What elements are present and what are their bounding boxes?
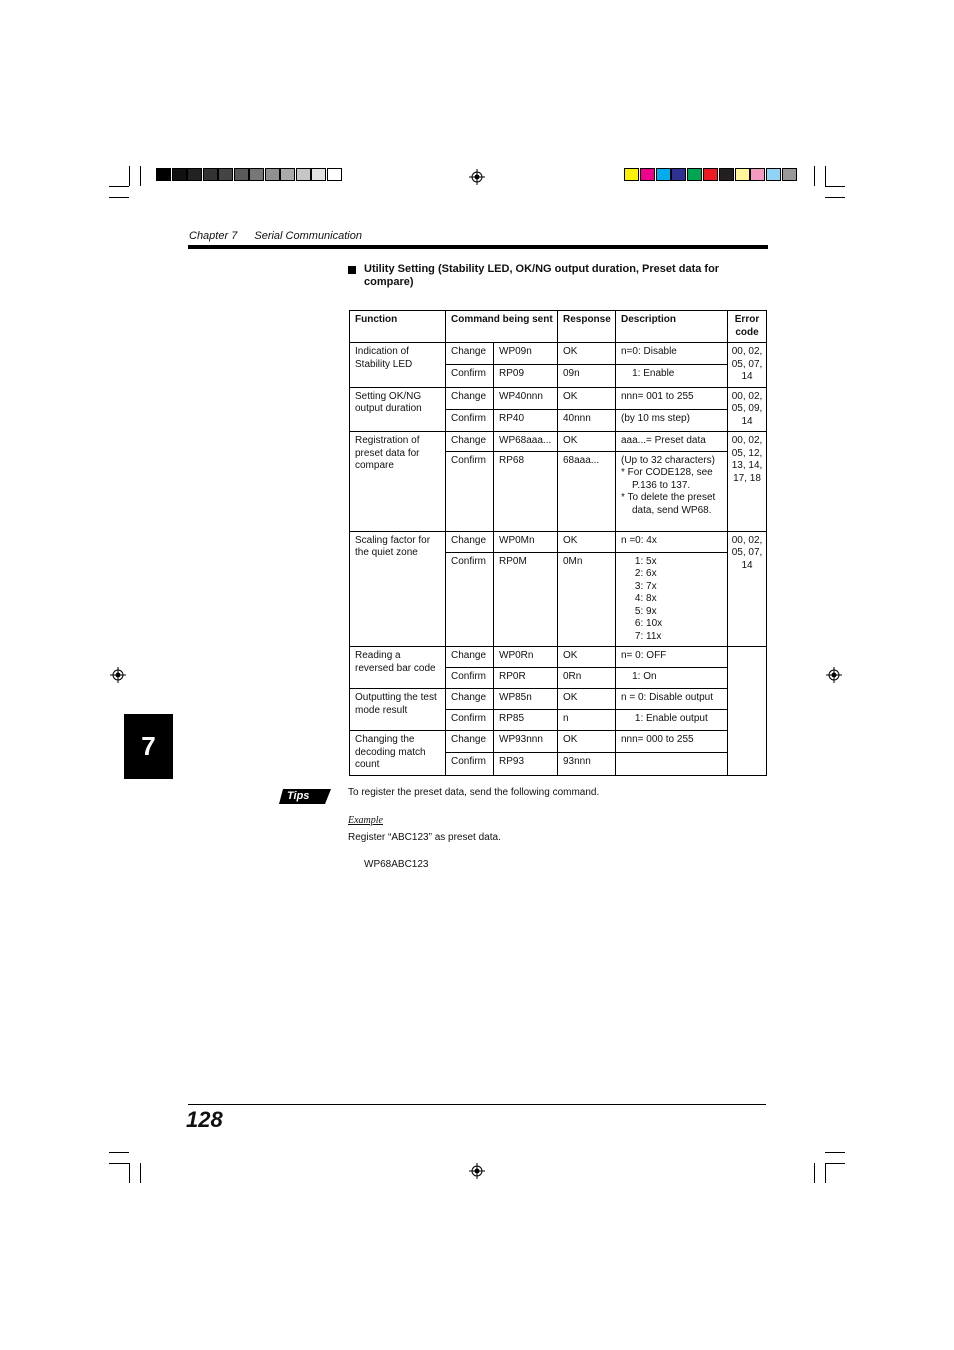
command-cell: RP0R [494, 668, 558, 689]
color-swatch [719, 168, 734, 181]
crop-mark [825, 1152, 845, 1153]
crop-mark [129, 166, 130, 186]
error-code-cell: 00, 02, 05, 12, 13, 14, 17, 18 [728, 432, 767, 532]
column-header-error-code: Error code [728, 311, 767, 343]
description-line: 2: 6x [621, 568, 657, 579]
response-cell: OK [558, 343, 616, 365]
crop-mark [140, 1163, 141, 1183]
error-code-cell [728, 647, 767, 776]
command-cell: RP0M [494, 552, 558, 647]
description-note: * To delete the preset data, send WP68. [621, 492, 716, 516]
example-text: Register “ABC123” as preset data. [348, 832, 501, 843]
table-row [350, 689, 767, 710]
table-row [350, 731, 767, 753]
description-cell [616, 731, 728, 753]
crop-mark [109, 1152, 129, 1153]
crop-mark [109, 186, 129, 187]
column-header-command: Command being sent [446, 311, 558, 343]
description-cell [616, 689, 728, 710]
response-cell: OK [558, 432, 616, 452]
crop-mark [109, 197, 129, 198]
response-cell: 40nnn [558, 409, 616, 431]
response-cell: OK [558, 531, 616, 552]
color-swatch [640, 168, 655, 181]
response-cell: OK [558, 731, 616, 753]
function-cell: Indication of Stability LED [350, 343, 446, 388]
description-line: 1: 5x [621, 555, 657, 567]
function-cell: Outputting the test mode result [350, 689, 446, 731]
command-cell: RP85 [494, 710, 558, 731]
description-note: * For CODE128, see P.136 to 137. [621, 467, 713, 491]
registration-mark-icon [110, 667, 126, 683]
column-header-response: Response [558, 311, 616, 343]
color-swatch [703, 168, 718, 181]
color-swatch [327, 168, 342, 181]
description-cell [616, 365, 728, 387]
color-swatch [265, 168, 280, 181]
description-line: 7: 11x [621, 630, 662, 642]
command-type-cell: Change [446, 531, 494, 552]
function-cell: Reading a reversed bar code [350, 647, 446, 689]
color-swatch [280, 168, 295, 181]
color-swatch [656, 168, 671, 181]
response-cell: 93nnn [558, 753, 616, 775]
response-cell: 09n [558, 365, 616, 387]
table-row [350, 647, 767, 668]
crop-mark [825, 186, 845, 187]
description-line: nnn= 001 to 255 [621, 390, 694, 402]
crop-mark [825, 197, 845, 198]
description-line: 1: Enable [621, 368, 675, 380]
description-cell [616, 387, 728, 409]
function-cell: Scaling factor for the quiet zone [350, 531, 446, 647]
crop-mark [825, 166, 826, 186]
function-cell: Registration of preset data for compare [350, 432, 446, 532]
description-line: 3: 7x [621, 580, 657, 592]
color-swatch [296, 168, 311, 181]
color-swatch [782, 168, 797, 181]
command-cell: RP93 [494, 753, 558, 775]
description-line: nnn= 000 to 255 [621, 734, 694, 745]
color-swatch [311, 168, 326, 181]
example-label: Example [348, 815, 383, 826]
crop-mark [814, 166, 815, 186]
response-cell: 0Mn [558, 552, 616, 647]
command-type-cell: Change [446, 432, 494, 452]
command-type-cell: Confirm [446, 710, 494, 731]
description-line: (by 10 ms step) [621, 412, 690, 424]
table-row [350, 432, 767, 452]
command-cell: WP85n [494, 689, 558, 710]
color-swatch [234, 168, 249, 181]
command-type-cell: Confirm [446, 753, 494, 775]
crop-mark [825, 1163, 826, 1183]
crop-mark [129, 1163, 130, 1183]
command-type-cell: Change [446, 387, 494, 409]
command-cell: RP09 [494, 365, 558, 387]
command-cell: WP09n [494, 343, 558, 365]
table-row [350, 387, 767, 409]
command-cell: WP40nnn [494, 387, 558, 409]
command-type-cell: Confirm [446, 451, 494, 531]
function-cell: Changing the decoding match count [350, 731, 446, 776]
color-swatch [750, 168, 765, 181]
error-code-cell: 00, 02, 05, 07, 14 [728, 343, 767, 388]
description-line: n =0: 4x [621, 534, 657, 546]
error-code-cell: 00, 02, 05, 07, 14 [728, 531, 767, 647]
color-swatch [203, 168, 218, 181]
color-swatch [624, 168, 639, 181]
color-swatch [187, 168, 202, 181]
table-row [350, 343, 767, 365]
description-line: n=0: Disable [621, 346, 677, 357]
square-bullet-icon [348, 266, 356, 274]
command-type-cell: Confirm [446, 409, 494, 431]
description-cell [616, 409, 728, 431]
description-cell [616, 710, 728, 731]
command-type-cell: Confirm [446, 668, 494, 689]
description-cell [616, 668, 728, 689]
description-line: 5: 9x [621, 605, 657, 617]
tips-text: To register the preset data, send the following command. [348, 787, 600, 798]
response-cell: OK [558, 647, 616, 668]
footer-rule [188, 1104, 766, 1105]
command-cell: RP68 [494, 451, 558, 531]
description-cell [616, 432, 728, 452]
tips-label: Tips [287, 790, 310, 802]
section-heading-text: Utility Setting (Stability LED, OK/NG output duration, Preset data for compare) [364, 263, 720, 288]
command-type-cell: Change [446, 731, 494, 753]
command-table [349, 310, 767, 776]
response-cell: OK [558, 387, 616, 409]
page-number: 128 [186, 1107, 223, 1132]
column-header-function: Function [350, 311, 446, 343]
description-line: (Up to 32 characters) [621, 454, 715, 466]
description-line: 1: Enable output [621, 713, 708, 724]
color-swatch [218, 168, 233, 181]
table-row [350, 531, 767, 552]
command-cell: RP40 [494, 409, 558, 431]
error-code-cell: 00, 02, 05, 09, 14 [728, 387, 767, 432]
color-swatch [172, 168, 187, 181]
header-rule [188, 245, 768, 249]
response-cell: OK [558, 689, 616, 710]
crop-mark [825, 1163, 845, 1164]
description-cell [616, 343, 728, 365]
description-line: 1: On [621, 671, 657, 682]
color-swatch [249, 168, 264, 181]
response-cell: 0Rn [558, 668, 616, 689]
chapter-label: Chapter 7 [189, 230, 238, 242]
color-swatch [156, 168, 171, 181]
command-type-cell: Confirm [446, 365, 494, 387]
command-cell: WP93nnn [494, 731, 558, 753]
chapter-side-tab: 7 [124, 714, 173, 779]
description-cell [616, 451, 728, 531]
command-type-cell: Change [446, 647, 494, 668]
example-command: WP68ABC123 [364, 859, 429, 870]
description-line: n= 0: OFF [621, 650, 667, 661]
registration-mark-icon [469, 1163, 485, 1179]
running-header [189, 230, 376, 242]
tips-badge [279, 789, 331, 804]
command-type-cell: Confirm [446, 552, 494, 647]
registration-mark-icon [469, 169, 485, 185]
description-line: aaa...= Preset data [621, 435, 706, 446]
registration-mark-icon [826, 667, 842, 683]
crop-mark [814, 1163, 815, 1183]
column-header-description: Description [616, 311, 728, 343]
command-type-cell: Change [446, 689, 494, 710]
description-cell [616, 647, 728, 668]
color-swatch [766, 168, 781, 181]
command-cell: WP0Mn [494, 531, 558, 552]
description-line: n = 0: Disable output [621, 692, 714, 703]
color-swatch [671, 168, 686, 181]
crop-mark [109, 1163, 129, 1164]
command-cell: WP68aaa... [494, 432, 558, 452]
command-cell: WP0Rn [494, 647, 558, 668]
description-line: 6: 10x [621, 618, 663, 629]
crop-mark [140, 166, 141, 186]
color-swatch [687, 168, 702, 181]
description-cell [616, 531, 728, 552]
description-cell [616, 753, 728, 775]
response-cell: 68aaa... [558, 451, 616, 531]
description-line: 4: 8x [621, 593, 657, 604]
command-type-cell: Change [446, 343, 494, 365]
section-label: Serial Communication [254, 230, 362, 242]
color-swatch [735, 168, 750, 181]
function-cell: Setting OK/NG output duration [350, 387, 446, 432]
table-header-row [350, 311, 767, 343]
response-cell: n [558, 710, 616, 731]
description-cell [616, 552, 728, 647]
